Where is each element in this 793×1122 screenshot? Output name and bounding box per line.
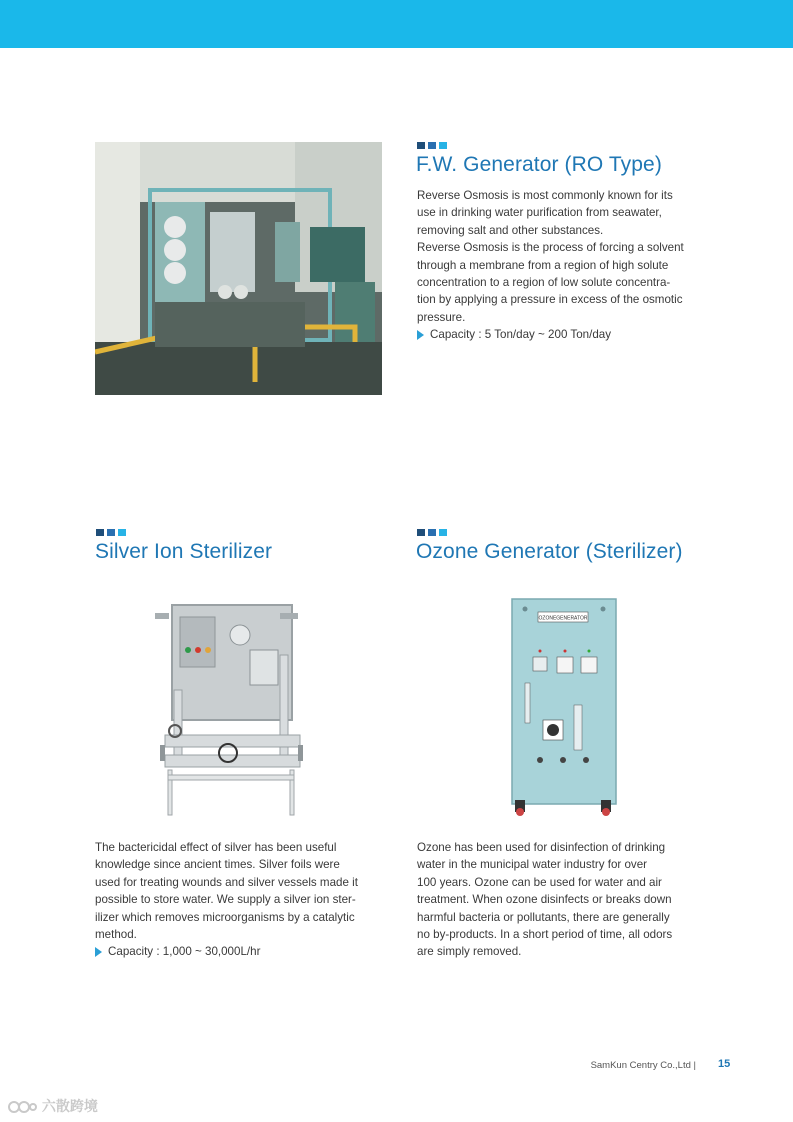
silver-desc-line: The bactericidal effect of silver has been useful bbox=[95, 841, 337, 854]
fw-title-squares bbox=[417, 142, 447, 149]
watermark bbox=[8, 1096, 98, 1116]
triangle-bullet-icon bbox=[95, 947, 102, 957]
fw-desc-line: Reverse Osmosis is most commonly known for its bbox=[417, 189, 673, 202]
ozone-desc-line: Ozone has been used for disinfection of drinking bbox=[417, 841, 666, 854]
fw-generator-description bbox=[417, 187, 717, 344]
fw-desc-line: concentration to a region of low solute concentra- bbox=[417, 276, 671, 290]
silver-ion-sterilizer-photo bbox=[150, 595, 305, 820]
triangle-bullet-icon bbox=[417, 330, 424, 340]
top-banner bbox=[0, 0, 793, 48]
watermark-text: 六散跨境 bbox=[41, 1098, 98, 1114]
ozone-desc-line: harmful bacteria or pollutants, there are generally bbox=[417, 910, 670, 924]
fw-capacity bbox=[417, 326, 717, 343]
fw-generator-title: F.W. Generator (RO Type) bbox=[416, 153, 662, 176]
fw-capacity-text: Capacity : 5 Ton/day ~ 200 Ton/day bbox=[430, 328, 612, 342]
watermark-logo-icon bbox=[8, 1099, 38, 1115]
ozone-desc-line: no by-products. In a short period of time, all odors bbox=[417, 928, 673, 942]
ozone-desc-line: treatment. When ozone disinfects or breaks down bbox=[417, 893, 672, 907]
fw-desc-line: use in drinking water purification from seawater, bbox=[417, 206, 662, 220]
silver-desc-line: method. bbox=[95, 928, 137, 942]
fw-desc-line: Reverse Osmosis is the process of forcing a solvent bbox=[417, 241, 684, 255]
ozone-desc-line: are simply removed. bbox=[417, 945, 522, 959]
ozone-generator-description bbox=[417, 839, 717, 961]
silver-ion-description bbox=[95, 839, 395, 961]
silver-desc-line: possible to store water. We supply a silver ion ster- bbox=[95, 893, 356, 907]
fw-generator-photo bbox=[95, 142, 382, 395]
ozone-generator-title: Ozone Generator (Sterilizer) bbox=[416, 540, 683, 563]
fw-desc-line: pressure. bbox=[417, 310, 466, 324]
fw-desc-line: removing salt and other substances. bbox=[417, 223, 604, 237]
ozone-title-squares bbox=[417, 529, 447, 536]
silver-capacity-text: Capacity : 1,000 ~ 30,000L/hr bbox=[108, 945, 261, 959]
silver-desc-line: used for treating wounds and silver vessels made it bbox=[95, 875, 358, 889]
silver-title-squares bbox=[96, 529, 126, 536]
page-number: 15 bbox=[718, 1058, 731, 1070]
silver-desc-line: ilizer which removes microorganisms by a catalytic bbox=[95, 910, 355, 924]
ozone-panel-label: OZONEGENERATOR bbox=[538, 615, 588, 622]
ozone-desc-line: 100 years. Ozone can be used for water and air bbox=[417, 875, 662, 889]
silver-capacity bbox=[95, 943, 395, 960]
ozone-desc-line: water in the municipal water industry for over bbox=[417, 858, 648, 872]
footer-company-name: SamKun Centry Co.,Ltd | bbox=[590, 1060, 696, 1071]
silver-desc-line: knowledge since ancient times. Silver foils were bbox=[95, 858, 340, 872]
silver-ion-title: Silver Ion Sterilizer bbox=[95, 540, 273, 563]
ozone-generator-photo bbox=[505, 595, 620, 820]
fw-desc-line: tion by applying a pressure in excess of the osmotic bbox=[417, 293, 683, 307]
fw-desc-line: through a membrane from a region of high solute bbox=[417, 258, 669, 272]
